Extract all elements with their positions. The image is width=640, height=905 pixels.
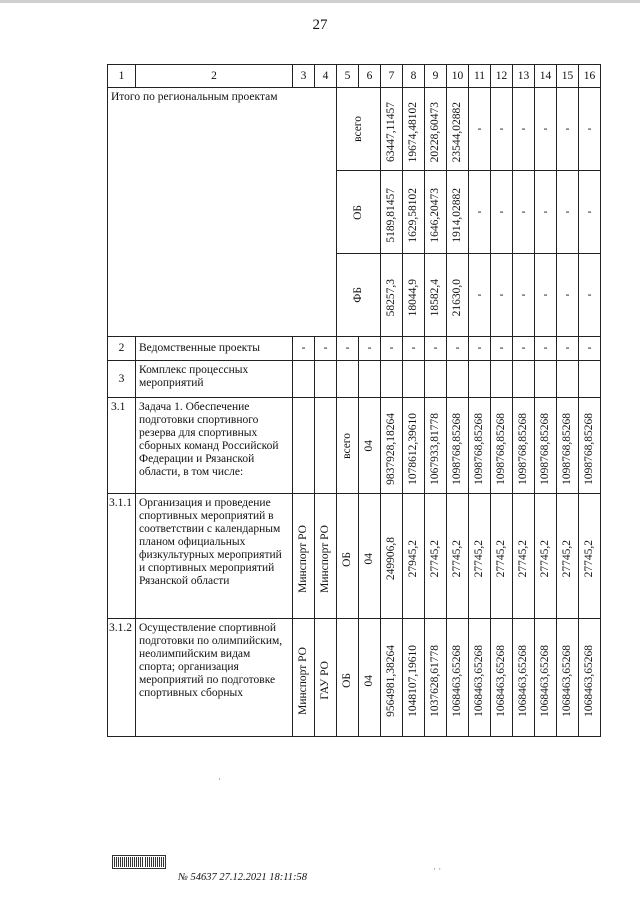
source-label: всего (341, 432, 353, 459)
value-cell: 1646,20473 (429, 187, 441, 243)
dash-cell: - (513, 171, 535, 254)
header-row (108, 65, 601, 88)
value-cell: 1068463,65268 (473, 644, 485, 717)
table-row (108, 619, 601, 737)
executor-cell: Минспорт РО (319, 525, 331, 593)
dash-cell: - (513, 337, 535, 361)
value-cell: 1068463,65268 (495, 644, 507, 717)
row-number: 3.1.2 (109, 622, 132, 634)
value-cell: 1098768,85268 (517, 412, 529, 485)
col-header: 11 (469, 65, 491, 88)
dash-cell: - (315, 337, 337, 361)
value-cell: 1098768,85268 (561, 412, 573, 485)
dash-cell: - (513, 254, 535, 337)
dash-cell: - (491, 254, 513, 337)
value-cell: 27745,2 (495, 540, 507, 578)
executor-cell: Минспорт РО (297, 646, 309, 715)
table-row (108, 337, 601, 361)
dash-cell: - (447, 337, 469, 361)
value-cell: 1068463,65268 (517, 644, 529, 717)
row-label: Ведомственные проекты (139, 342, 260, 354)
value-cell: 1068463,65268 (539, 644, 551, 717)
value-cell: 1037628,61778 (429, 644, 441, 717)
row-number: 3 (108, 361, 136, 398)
value-cell: 1914,02882 (451, 187, 463, 243)
dash-cell: - (513, 88, 535, 171)
col-header: 2 (136, 65, 293, 88)
value-cell: 1068463,65268 (561, 644, 573, 717)
value-cell: 18582,4 (429, 279, 441, 317)
dash-cell: - (557, 171, 579, 254)
value-cell: 249906,8 (385, 537, 397, 581)
executor-cell: ГАУ РО (319, 661, 331, 700)
executor-cell: Минспорт РО (297, 525, 309, 593)
value-cell: 1067933,81778 (429, 412, 441, 485)
value-cell: 5189,81457 (385, 187, 397, 243)
dash-cell: - (535, 254, 557, 337)
row-number: 3.1 (111, 401, 126, 413)
dash-cell: - (579, 254, 601, 337)
row-label: Осуществление спортивной подготовки по олимпийским, неолимпийским видам спорта; организация мероприятий по подготовке спортивных сборных (139, 622, 283, 699)
dash-cell: - (535, 337, 557, 361)
dash-cell: - (491, 171, 513, 254)
col-header: 4 (315, 65, 337, 88)
dash-cell: - (293, 337, 315, 361)
value-cell: 21630,0 (451, 279, 463, 317)
table-row (108, 494, 601, 619)
row-number: 3.1.1 (109, 497, 132, 509)
value-cell: 1068463,65268 (583, 644, 595, 717)
value-cell: 27745,2 (539, 540, 551, 578)
value-cell: 27945,2 (407, 540, 419, 578)
source-label: ОБ (352, 204, 364, 220)
value-cell: 1048107,19610 (407, 644, 419, 717)
value-cell: 1098768,85268 (451, 412, 463, 485)
regional-label: Итого по региональным проектам (111, 91, 278, 103)
source-label: всего (352, 116, 364, 142)
regional-label-cell (108, 88, 337, 337)
dash-cell: - (579, 88, 601, 171)
dash-cell: - (535, 171, 557, 254)
dash-cell: - (469, 88, 491, 171)
col-header: 7 (381, 65, 403, 88)
source-label: ОБ (341, 673, 353, 688)
value-cell: 18044,9 (407, 279, 419, 317)
dash-cell: - (579, 171, 601, 254)
value-cell: 27745,2 (561, 540, 573, 578)
scan-speck: · · (433, 864, 442, 874)
value-cell: 1098768,85268 (495, 412, 507, 485)
document-registration: № 54637 27.12.2021 18:11:58 (178, 872, 307, 883)
dash-cell: - (469, 171, 491, 254)
value-cell: 58257,3 (385, 279, 397, 317)
top-scan-edge (0, 0, 640, 3)
budget-table (107, 64, 601, 737)
table-row (108, 361, 601, 398)
dash-cell: - (557, 88, 579, 171)
col-header: 1 (108, 65, 136, 88)
col-header: 14 (535, 65, 557, 88)
value-cell: 27745,2 (451, 540, 463, 578)
dash-cell: - (469, 337, 491, 361)
dash-cell: - (491, 337, 513, 361)
value-cell: 20228,60473 (429, 101, 441, 163)
col-header: 3 (293, 65, 315, 88)
barcode-stamp (112, 855, 166, 869)
dash-cell: - (359, 337, 381, 361)
col-header: 5 (337, 65, 359, 88)
value-cell: 19674,48102 (407, 101, 419, 163)
value-cell: 63447,11457 (385, 102, 397, 162)
dash-cell: - (469, 254, 491, 337)
col-header: 9 (425, 65, 447, 88)
source-label: ФБ (352, 287, 364, 303)
value-cell: 23544,02882 (451, 101, 463, 163)
row-label: Организация и проведение спортивных мероприятий в соответствии с календарным планом официальных физкультурных мероприятий и спортивных мероприятий Рязанской области (139, 497, 282, 587)
dash-cell: - (337, 337, 359, 361)
col-header: 12 (491, 65, 513, 88)
value-cell: 27745,2 (517, 540, 529, 578)
value-cell: 1629,58102 (407, 187, 419, 243)
value-cell: 9837928,18264 (385, 412, 397, 485)
col-header: 15 (557, 65, 579, 88)
value-cell: 1098768,85268 (539, 412, 551, 485)
col-header: 13 (513, 65, 535, 88)
dash-cell: - (491, 88, 513, 171)
col-header: 6 (359, 65, 381, 88)
col-header: 10 (447, 65, 469, 88)
value-cell: 1068463,65268 (451, 644, 463, 717)
value-cell: 1078612,39610 (407, 412, 419, 485)
dash-cell: - (403, 337, 425, 361)
row-number: 2 (108, 337, 136, 361)
code-cell: 04 (363, 553, 375, 565)
col-header: 8 (403, 65, 425, 88)
code-cell: 04 (363, 439, 375, 452)
dash-cell: - (579, 337, 601, 361)
row-label: Комплекс процессных мероприятий (139, 364, 249, 389)
value-cell: 9564981,38264 (385, 644, 397, 717)
dash-cell: - (381, 337, 403, 361)
dash-cell: - (557, 337, 579, 361)
value-cell: 1098768,85268 (583, 412, 595, 485)
value-cell: 27745,2 (429, 540, 441, 578)
code-cell: 04 (363, 674, 375, 687)
dash-cell: - (425, 337, 447, 361)
value-cell: 1098768,85268 (473, 412, 485, 485)
dash-cell: - (535, 88, 557, 171)
value-cell: 27745,2 (473, 540, 485, 578)
col-header: 16 (579, 65, 601, 88)
dash-cell: - (557, 254, 579, 337)
row-label: Задача 1. Обеспечение подготовки спортивного резерва для спортивных сборных команд Российской Федерации и Рязанской области, в том числе: (139, 401, 279, 478)
table-row (108, 88, 601, 171)
table-row (108, 398, 601, 494)
value-cell: 27745,2 (583, 540, 595, 578)
scan-speck: · (218, 774, 221, 784)
page-number: 27 (312, 17, 328, 33)
source-label: ОБ (341, 551, 353, 567)
